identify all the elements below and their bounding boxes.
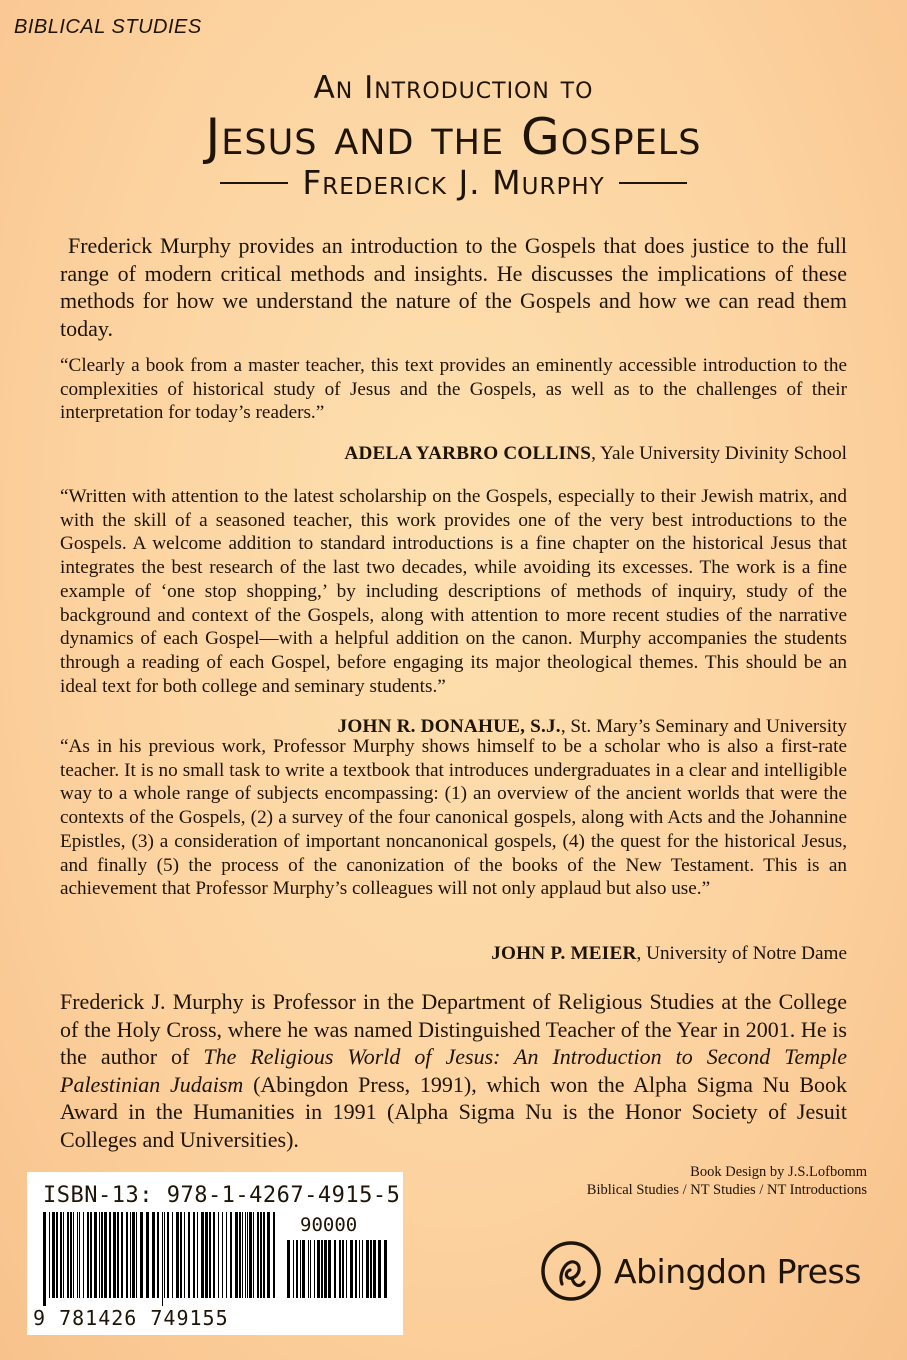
- barcode-bar: [267, 1212, 270, 1298]
- endorsement-attribution: [344, 443, 847, 465]
- barcode-bar: [296, 1240, 298, 1298]
- barcode-bar: [109, 1212, 111, 1298]
- barcode-bar: [287, 1240, 290, 1298]
- barcode-bar: [218, 1212, 219, 1298]
- barcode-bar: [70, 1212, 72, 1298]
- endorser-affiliation: , St. Mary’s Seminary and University: [560, 716, 847, 737]
- endorser-name: JOHN P. MEIER: [491, 943, 637, 964]
- barcode-bar: [328, 1240, 331, 1298]
- barcode-bar: [180, 1212, 182, 1298]
- barcode-bar: [101, 1212, 103, 1298]
- bio-text: Frederick J. Murphy is Professor in the Department of Religious Studies at the College of the Holy Cross, where he was named Distinguished Teacher of the Year in 2001. He is the author of: [60, 989, 847, 1069]
- barcode-bar: [324, 1240, 327, 1298]
- barcode-bar: [184, 1212, 185, 1298]
- barcode-bar: [67, 1212, 69, 1298]
- ean-barcode: [43, 1212, 279, 1306]
- barcode-bar: [350, 1240, 353, 1298]
- ean-digits: 9 781426 749155: [33, 1306, 229, 1330]
- endorsement-quote: “Written with attention to the latest scholarship on the Gospels, especially to their Jewish matrix, and with the skill of a seasoned teacher, this work provides one of the very best introductions to the Gospels. A welcome addition to standard introductions is a fine chapter on the historical Jesus that integrates the best research of the last two decades, while avoiding its excesses. The work is a fine example of ‘one stop shopping,’ by including descriptions of methods of inquiry, study of the background and context of the Gospels, along with attention to more recent studies of the narrative dynamics of each Gospel—with a helpful addition on the canon. Murphy accompanies the students through a reading of each Gospel, before engaging its major theological themes. This should be an ideal text for both college and seminary students.”: [60, 486, 847, 697]
- barcode-bar: [140, 1212, 143, 1298]
- isbn-text: ISBN-13: 978-1-4267-4915-5: [43, 1183, 401, 1208]
- barcode-bar: [152, 1212, 155, 1298]
- barcode-bar: [384, 1240, 387, 1298]
- barcode-bar: [314, 1240, 315, 1298]
- author-bio: [60, 988, 847, 1153]
- barcode-bar: [56, 1212, 58, 1298]
- barcode-bar: [355, 1240, 357, 1298]
- barcode-bar: [193, 1212, 195, 1298]
- title-prefix: An Introduction to: [313, 70, 594, 106]
- publisher-name: Abingdon Press: [614, 1251, 861, 1291]
- barcode-bar: [213, 1212, 215, 1298]
- barcode-bar: [339, 1240, 341, 1298]
- barcode-bar: [226, 1212, 227, 1298]
- barcode-bar: [157, 1212, 159, 1298]
- barcode-bar: [126, 1212, 128, 1298]
- barcode-bar: [253, 1212, 254, 1298]
- barcode-bar: [317, 1240, 320, 1298]
- barcode-bar: [370, 1240, 372, 1298]
- barcode-bar: [164, 1212, 165, 1298]
- barcode-bar: [104, 1212, 107, 1298]
- endorser-affiliation: , Yale University Divinity School: [591, 443, 847, 464]
- barcode-bar: [245, 1212, 246, 1298]
- barcode-bar: [43, 1212, 46, 1306]
- subject-categories: Biblical Studies / NT Studies / NT Introductions: [586, 1182, 867, 1198]
- barcode-bar: [176, 1212, 179, 1298]
- design-credit: Book Design by J.S.Lofbomm: [690, 1164, 867, 1180]
- price-code: 90000: [300, 1214, 358, 1236]
- barcode-bar: [201, 1212, 204, 1298]
- barcode-bar: [321, 1240, 323, 1298]
- barcode-bar: [113, 1212, 116, 1298]
- price-barcode: [287, 1240, 387, 1306]
- barcode-bar: [132, 1212, 135, 1298]
- barcode-bar: [117, 1212, 119, 1298]
- barcode-bar: [362, 1240, 363, 1298]
- barcode-bar: [60, 1212, 62, 1298]
- barcode-bar: [130, 1212, 131, 1298]
- endorsement-attribution: [491, 943, 847, 965]
- barcode-bar: [300, 1240, 301, 1298]
- barcode-bar: [263, 1212, 265, 1298]
- endorser-name: JOHN R. DONAHUE, S.J.: [337, 716, 561, 737]
- barcode-bar: [121, 1212, 123, 1298]
- barcode-bar: [342, 1240, 344, 1298]
- intro-paragraph: Frederick Murphy provides an introduction to the Gospels that does justice to the full range of modern critical methods and insights. He discusses the implications of these methods for how we understand the nature of the Gospels and how we can read them today.: [60, 233, 847, 341]
- barcode-bar: [373, 1240, 376, 1298]
- author-rule-right: [619, 182, 687, 184]
- barcode-bar: [99, 1212, 100, 1298]
- barcode-bar: [49, 1212, 50, 1298]
- barcode-bar: [94, 1212, 97, 1298]
- barcode-bar: [366, 1240, 369, 1298]
- barcode-bar: [378, 1240, 381, 1298]
- bio-book-title: The Religious World of Jesus: An Introduction to Second Temple Palestinian Judaism: [60, 1044, 847, 1097]
- barcode-bar: [242, 1212, 243, 1298]
- barcode-bar: [302, 1240, 305, 1298]
- barcode-bar: [235, 1212, 238, 1298]
- barcode-bar: [205, 1212, 208, 1298]
- bio-text-end: (Abingdon Press, 1991), which won the Alpha Sigma Nu Book Award in the Humanities in 1991 (Alpha Sigma Nu is the Honor Society of Jesuit Colleges and Universities).: [60, 1071, 847, 1152]
- barcode-bar: [308, 1240, 309, 1298]
- barcode-bar: [247, 1212, 248, 1298]
- barcode-bar: [359, 1240, 360, 1298]
- barcode-bar: [172, 1212, 173, 1298]
- endorser-affiliation: , University of Notre Dame: [636, 943, 847, 964]
- endorsement-quote: “As in his previous work, Professor Murphy shows himself to be a scholar who is also a first-rate teacher. It is no small task to write a textbook that introduces undergraduates in a clear and intelligible way to a whole range of subjects encompassing: (1) an overview of the ancient worlds that were the contexts of the Gospels, (2) a survey of the four canonical gospels, along with Acts and the Johannine Epistles, (3) a consideration of important noncanonical gospels, (4) the quest for the historical Jesus, and finally (5) the process of the canonization of the books of the New Testament. This is an achievement that Professor Murphy’s colleagues will not only applaud but also use.”: [60, 736, 847, 900]
- barcode-bar: [222, 1212, 223, 1298]
- endorsement-quote: “Clearly a book from a master teacher, this text provides an eminently accessible introduction to the complexities of historical study of Jesus and the Gospels, as well as to the challenges of their interpretation for today’s readers.”: [60, 355, 847, 424]
- barcode-bar: [260, 1212, 262, 1298]
- barcode-bar: [334, 1240, 336, 1298]
- barcode-bar: [239, 1212, 241, 1298]
- barcode-bar: [209, 1212, 211, 1298]
- barcode-bar: [52, 1212, 55, 1298]
- abingdon-logo-icon: [540, 1240, 602, 1302]
- barcode-bar: [162, 1212, 163, 1306]
- barcode-bar: [346, 1240, 347, 1298]
- barcode-bar: [310, 1240, 311, 1298]
- barcode-bar: [136, 1212, 137, 1298]
- barcode-bar: [73, 1212, 74, 1298]
- barcode-bar: [230, 1212, 232, 1298]
- barcode-bar: [77, 1212, 78, 1298]
- barcode-bar: [249, 1212, 252, 1298]
- barcode-bar: [257, 1212, 259, 1298]
- barcode-bar: [90, 1212, 92, 1298]
- barcode-bar: [146, 1212, 149, 1298]
- barcode-bar: [197, 1212, 198, 1298]
- book-title: Jesus and the Gospels: [205, 108, 702, 166]
- barcode-panel: [27, 1172, 403, 1335]
- endorser-name: ADELA YARBRO COLLINS: [344, 443, 592, 464]
- barcode-bar: [83, 1212, 84, 1298]
- category-label: BIBLICAL STUDIES: [14, 16, 202, 38]
- author-name: Frederick J. Murphy: [302, 163, 605, 202]
- design-credits: [587, 1163, 867, 1199]
- author-rule-left: [220, 182, 288, 184]
- barcode-bar: [87, 1212, 89, 1298]
- barcode-bar: [293, 1240, 294, 1298]
- barcode-bar: [167, 1212, 169, 1298]
- barcode-bar: [63, 1212, 64, 1298]
- barcode-bar: [188, 1212, 190, 1298]
- barcode-bar: [79, 1212, 80, 1298]
- author-line: [0, 163, 907, 202]
- barcode-bar: [273, 1212, 275, 1298]
- publisher-block: [540, 1240, 861, 1302]
